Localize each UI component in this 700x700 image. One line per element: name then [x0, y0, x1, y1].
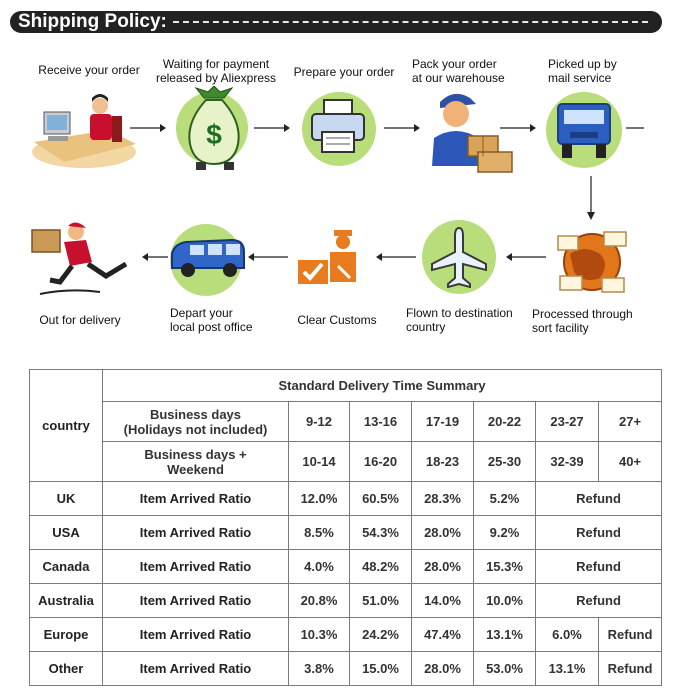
value-cell: 8.5% [289, 516, 350, 550]
delivery-time-summary-table [29, 369, 662, 686]
refund-cell: Refund [536, 584, 662, 618]
delivery-runner-icon [30, 222, 140, 300]
business-weekend-cell: 40+ [599, 442, 662, 482]
business-days-cell: 20-22 [474, 402, 536, 442]
refund-cell: Refund [599, 652, 662, 686]
table-row [30, 652, 662, 686]
value-cell: 53.0% [474, 652, 536, 686]
airplane-icon [428, 226, 490, 288]
arrow-right-icon [384, 123, 420, 133]
table-row [30, 618, 662, 652]
value-cell: 15.0% [350, 652, 412, 686]
arrow-right-icon [500, 123, 536, 133]
arrow-right-icon [130, 123, 166, 133]
table-title: Standard Delivery Time Summary [103, 370, 662, 402]
value-cell: 9.2% [474, 516, 536, 550]
refund-cell: Refund [536, 550, 662, 584]
step-label-out-for-delivery: Out for delivery [39, 313, 121, 327]
arrow-line-icon [626, 123, 646, 133]
arrow-left-icon [248, 252, 288, 262]
business-days-cell: 9-12 [289, 402, 350, 442]
step-label-waiting-payment: Waiting for payment released by Aliexpress [155, 57, 277, 85]
country-name: Europe [30, 618, 103, 652]
business-days-cell: 13-16 [350, 402, 412, 442]
shipping-policy-header [10, 11, 662, 33]
row-label: Item Arrived Ratio [103, 482, 289, 516]
value-cell: 13.1% [536, 652, 599, 686]
value-cell: 10.0% [474, 584, 536, 618]
business-days-label: Business days (Holidays not included) [103, 402, 289, 442]
business-weekend-cell: 25-30 [474, 442, 536, 482]
country-name: UK [30, 482, 103, 516]
value-cell: 28.0% [412, 516, 474, 550]
refund-cell: Refund [599, 618, 662, 652]
value-cell: 15.3% [474, 550, 536, 584]
value-cell: 28.0% [412, 652, 474, 686]
value-cell: 14.0% [412, 584, 474, 618]
value-cell: 20.8% [289, 584, 350, 618]
step-label-pack-order: Pack your order at our warehouse [412, 57, 505, 85]
business-weekend-label: Business days + Weekend [103, 442, 289, 482]
value-cell: 3.8% [289, 652, 350, 686]
header-title: Shipping Policy: [18, 11, 167, 32]
row-label: Item Arrived Ratio [103, 550, 289, 584]
value-cell: 28.0% [412, 550, 474, 584]
svg-text:$: $ [206, 119, 222, 150]
country-name: USA [30, 516, 103, 550]
van-icon [168, 234, 248, 282]
money-bag-icon [178, 86, 250, 174]
step-label-flown: Flown to destination country [406, 306, 513, 334]
row-label: Item Arrived Ratio [103, 652, 289, 686]
refund-cell: Refund [536, 516, 662, 550]
step-label-receive-order: Receive your order [38, 63, 140, 77]
value-cell: 51.0% [350, 584, 412, 618]
globe-with-mail-icon [554, 224, 630, 300]
value-cell: 48.2% [350, 550, 412, 584]
step-label-picked-up: Picked up by mail service [548, 57, 617, 85]
step-label-sort-facility: Processed through sort facility [532, 307, 633, 335]
value-cell: 28.3% [412, 482, 474, 516]
customs-officer-icon [294, 226, 366, 290]
business-days-cell: 17-19 [412, 402, 474, 442]
value-cell: 13.1% [474, 618, 536, 652]
row-label: Item Arrived Ratio [103, 516, 289, 550]
customer-at-computer-icon [28, 92, 140, 174]
country-name: Australia [30, 584, 103, 618]
business-weekend-cell: 32-39 [536, 442, 599, 482]
value-cell: 54.3% [350, 516, 412, 550]
country-name: Other [30, 652, 103, 686]
value-cell: 12.0% [289, 482, 350, 516]
row-label: Item Arrived Ratio [103, 584, 289, 618]
refund-cell: Refund [536, 482, 662, 516]
value-cell: 24.2% [350, 618, 412, 652]
arrow-left-icon [506, 252, 546, 262]
mail-truck-icon [556, 100, 612, 162]
arrow-down-icon [586, 176, 596, 220]
business-weekend-cell: 16-20 [350, 442, 412, 482]
business-days-cell: 23-27 [536, 402, 599, 442]
arrow-left-icon [142, 252, 168, 262]
value-cell: 60.5% [350, 482, 412, 516]
table-row [30, 550, 662, 584]
country-header: country [30, 370, 103, 482]
step-label-depart-post-office: Depart your local post office [170, 306, 253, 334]
business-weekend-cell: 18-23 [412, 442, 474, 482]
step-label-clear-customs: Clear Customs [297, 313, 377, 327]
value-cell: 5.2% [474, 482, 536, 516]
value-cell: 47.4% [412, 618, 474, 652]
step-label-prepare-order: Prepare your order [293, 65, 395, 79]
arrow-left-icon [376, 252, 416, 262]
value-cell: 6.0% [536, 618, 599, 652]
table-row [30, 516, 662, 550]
table-row [30, 482, 662, 516]
table-row [30, 584, 662, 618]
header-dashes [173, 21, 648, 23]
country-name: Canada [30, 550, 103, 584]
value-cell: 10.3% [289, 618, 350, 652]
printer-icon [308, 98, 368, 158]
arrow-right-icon [254, 123, 290, 133]
business-weekend-cell: 10-14 [289, 442, 350, 482]
business-days-cell: 27+ [599, 402, 662, 442]
row-label: Item Arrived Ratio [103, 618, 289, 652]
value-cell: 4.0% [289, 550, 350, 584]
